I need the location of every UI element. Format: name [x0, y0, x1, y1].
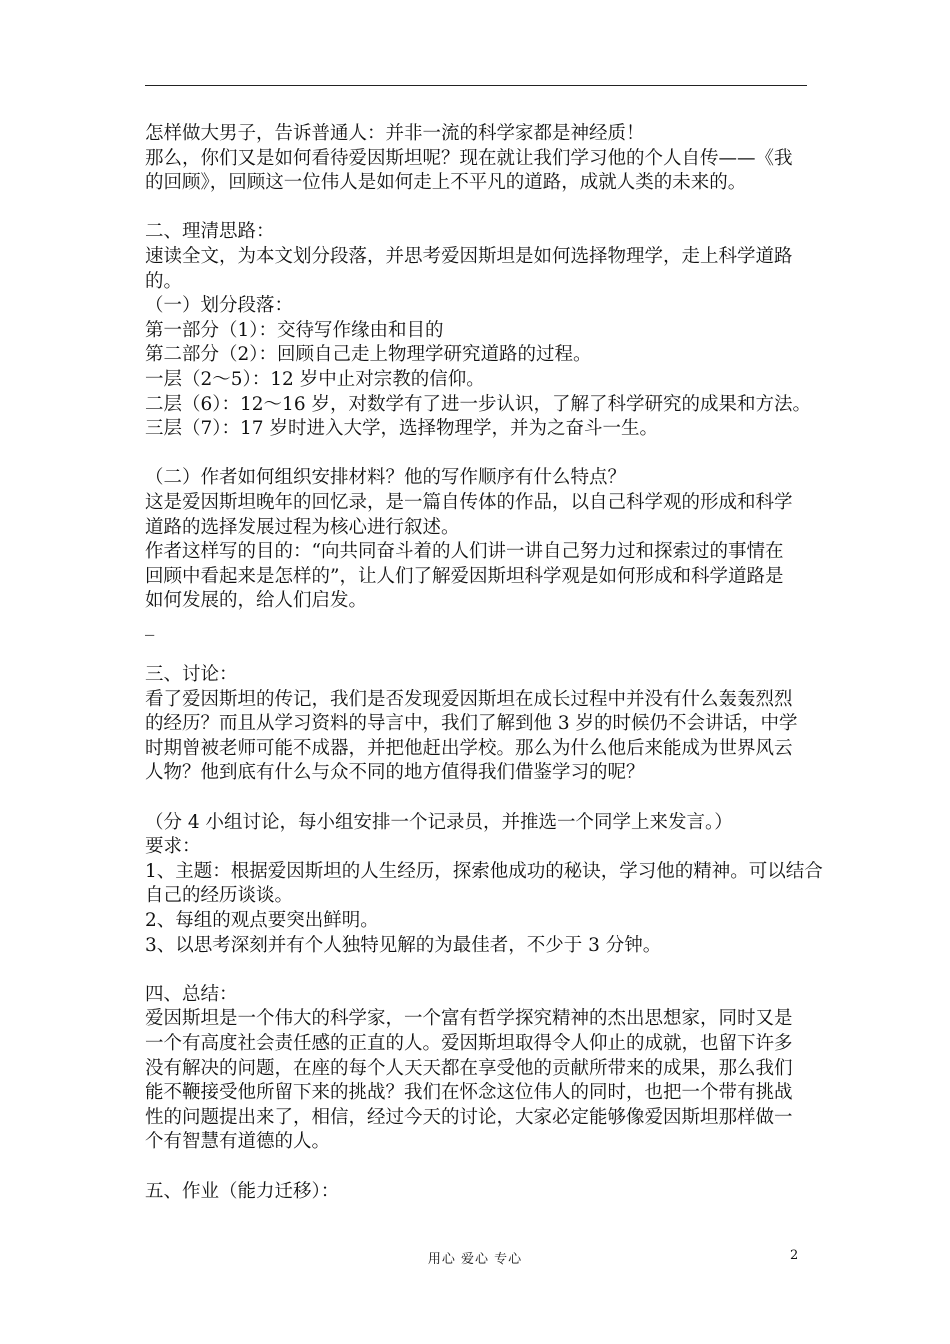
document-body — [145, 122, 823, 1204]
text-line: 看了爱因斯坦的传记，我们是否发现爱因斯坦在成长过程中并没有什么轰轰烈烈 — [145, 688, 793, 710]
subsection-heading: （一）划分段落： — [145, 295, 294, 317]
text-line: 3、以思考深刻并有个人独特见解的为最佳者，不少于 3 分钟。 — [145, 934, 662, 956]
text-line: _ — [145, 614, 155, 636]
text-line: 一个有高度社会责任感的正直的人。爱因斯坦取得令人仰止的成就，也留下许多 — [145, 1032, 793, 1054]
text-line: 第一部分（1）：交待写作缘由和目的 — [145, 319, 444, 341]
section-heading: 五、作业（能力迁移）： — [145, 1180, 340, 1202]
footer-text: 用心 爱心 专心 — [427, 1252, 523, 1267]
text-line: 二层（6）：12～16 岁，对数学有了进一步认识，了解了科学研究的成果和方法。 — [145, 393, 811, 415]
text-line: 1、主题：根据爱因斯坦的人生经历，探索他成功的秘诀，学习他的精神。可以结合 — [145, 860, 823, 882]
text-line: 的。 — [145, 270, 183, 292]
text-line: 回顾中看起来是怎样的”，让人们了解爱因斯坦科学观是如何形成和科学道路是 — [145, 565, 784, 587]
text-line: 这是爱因斯坦晚年的回忆录，是一篇自传体的作品，以自己科学观的形成和科学 — [145, 491, 793, 513]
text-line: 要求： — [145, 836, 201, 858]
text-line: 一层（2～5）：12 岁中止对宗教的信仰。 — [145, 368, 485, 390]
section-heading: 三、讨论： — [145, 664, 238, 686]
text-line: 的经历？而且从学习资料的导言中，我们了解到他 3 岁的时候仍不会讲话，中学 — [145, 713, 798, 735]
subsection-heading: （二）作者如何组织安排材料？他的写作顺序有什么特点？ — [145, 467, 627, 489]
text-line: 速读全文，为本文划分段落，并思考爱因斯坦是如何选择物理学，走上科学道路 — [145, 245, 793, 267]
text-line: 如何发展的，给人们启发。 — [145, 590, 368, 612]
text-line: 性的问题提出来了，相信，经过今天的讨论，大家必定能够像爱因斯坦那样做一 — [145, 1106, 793, 1128]
text-line: 个有智慧有道德的人。 — [145, 1131, 331, 1153]
text-line: 自己的经历谈谈。 — [145, 885, 294, 907]
blank-line — [145, 196, 820, 221]
text-line: 作者这样写的目的：“向共同奋斗着的人们讲一讲自己努力过和探索过的事情在 — [145, 541, 784, 563]
text-line: 爱因斯坦是一个伟大的科学家，一个富有哲学探究精神的杰出思想家，同时又是 — [145, 1008, 793, 1030]
text-line: 时期曾被老师可能不成器，并把他赶出学校。那么为什么他后来能成为世界风云 — [145, 737, 793, 759]
blank-line — [145, 1155, 820, 1180]
section-heading: 四、总结： — [145, 983, 238, 1005]
blank-line — [145, 638, 820, 663]
text-line: 人物？他到底有什么与众不同的地方值得我们借鉴学习的呢？ — [145, 762, 645, 784]
text-line: 道路的选择发展过程为核心进行叙述。 — [145, 516, 460, 538]
text-line: 三层（7）：17 岁时进入大学，选择物理学，并为之奋斗一生。 — [145, 418, 658, 440]
section-heading: 二、理清思路： — [145, 221, 275, 243]
blank-line — [145, 958, 820, 983]
text-line: 2、每组的观点要突出鲜明。 — [145, 910, 379, 931]
text-line: （分 4 小组讨论，每小组安排一个记录员，并推选一个同学上来发言。） — [145, 811, 733, 833]
header-rule — [145, 85, 807, 86]
text-line: 的回顾》，回顾这一位伟人是如何走上不平凡的道路，成就人类的未来的。 — [145, 172, 747, 194]
text-line: 没有解决的问题，在座的每个人天天都在享受他的贡献所带来的成果，那么我们 — [145, 1057, 793, 1079]
text-line: 那么，你们又是如何看待爱因斯坦呢？现在就让我们学习他的个人自传——《我 — [145, 147, 793, 169]
blank-line — [145, 786, 820, 811]
page-number: 2 — [790, 1248, 799, 1263]
text-line: 能不鞭接受他所留下来的挑战？我们在怀念这位伟人的同时，也把一个带有挑战 — [145, 1082, 793, 1104]
blank-line — [145, 442, 820, 467]
text-line: 第二部分（2）：回顾自己走上物理学研究道路的过程。 — [145, 344, 592, 366]
text-line: 怎样做大男子，告诉普通人：并非一流的科学家都是神经质！ — [145, 123, 645, 144]
